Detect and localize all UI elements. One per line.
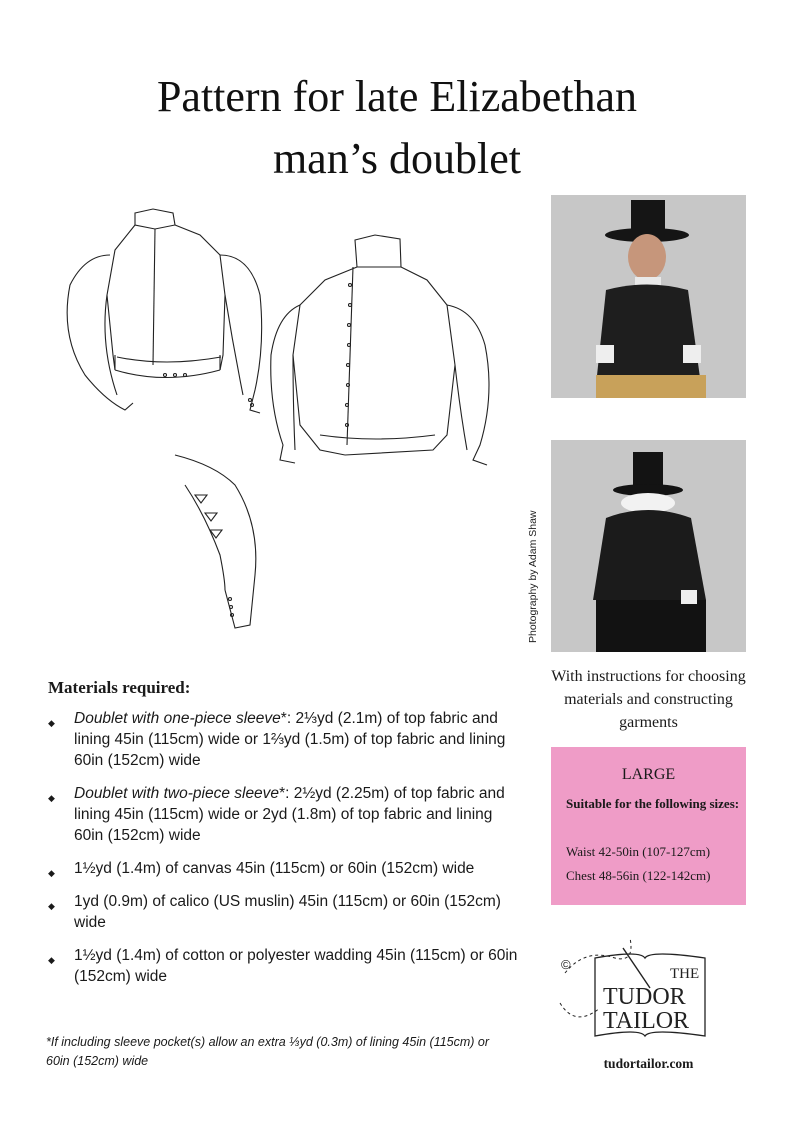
list-item: ◆ 1½yd (1.4m) of cotton or polyester wadding 45in (115cm) or 60in (152cm) wide bbox=[48, 947, 518, 985]
doublet-back-view bbox=[67, 209, 262, 413]
bullet-icon: ◆ bbox=[48, 901, 55, 911]
logo-text-the: THE bbox=[670, 966, 700, 982]
bullet-icon: ◆ bbox=[48, 718, 55, 728]
materials-heading: Materials required: bbox=[48, 678, 191, 697]
bullet-icon: ◆ bbox=[48, 868, 55, 878]
logo-text-tailor: TAILOR bbox=[603, 1008, 690, 1034]
man-back-photo bbox=[551, 440, 746, 652]
man-front-photo bbox=[551, 195, 746, 398]
photo-front-view bbox=[551, 195, 746, 398]
size-chest: Chest 48-56in (122-142cm) bbox=[566, 868, 711, 883]
size-label: LARGE bbox=[621, 766, 676, 783]
sleeve-detail-view bbox=[175, 455, 256, 628]
page-title bbox=[0, 66, 794, 190]
logo-text-tudor: TUDOR bbox=[603, 984, 686, 1010]
list-item: ◆ Doublet with two-piece sleeve*: 2½yd (2.25m) of top fabric and lining 45in (115cm) wide or 2yd (1.8m) of top fabric and lining 60in (152cm) wide bbox=[48, 785, 505, 844]
doublet-line-drawing bbox=[55, 195, 525, 645]
tudor-tailor-logo bbox=[555, 928, 725, 1043]
size-box bbox=[551, 747, 746, 905]
instructions-note: With instructions for choosing materials and constructing garments bbox=[551, 668, 746, 731]
size-suitable-text: Suitable for the following sizes: bbox=[566, 796, 740, 811]
list-item: ◆ 1½yd (1.4m) of canvas 45in (115cm) or 60in (152cm) wide bbox=[48, 858, 518, 879]
title-line-2: man’s doublet bbox=[272, 134, 522, 183]
list-item: ◆ Doublet with one-piece sleeve*: 2⅓yd (2.1m) of top fabric and lining 45in (115cm) wide or 1⅔yd (1.5m) of top fabric and lining 60in (152cm) wide bbox=[48, 710, 506, 769]
copyright-symbol: © bbox=[561, 957, 571, 972]
photo-credit: Photography by Adam Shaw bbox=[527, 510, 539, 643]
bullet-icon: ◆ bbox=[48, 793, 55, 803]
doublet-front-view bbox=[271, 235, 489, 465]
title-line-1: Pattern for late Elizabethan bbox=[156, 72, 638, 121]
list-item: ◆ 1yd (0.9m) of calico (US muslin) 45in (115cm) or 60in (152cm) wide bbox=[48, 893, 501, 931]
size-waist: Waist 42-50in (107-127cm) bbox=[566, 844, 711, 859]
materials-footnote: *If including sleeve pocket(s) allow an extra ⅓yd (0.3m) of lining 45in (115cm) or 60in (152cm) wide bbox=[46, 1035, 490, 1068]
materials-list bbox=[48, 708, 518, 999]
bullet-icon: ◆ bbox=[48, 955, 55, 965]
photo-back-view bbox=[551, 440, 746, 652]
website-url[interactable]: tudortailor.com bbox=[603, 1056, 694, 1071]
